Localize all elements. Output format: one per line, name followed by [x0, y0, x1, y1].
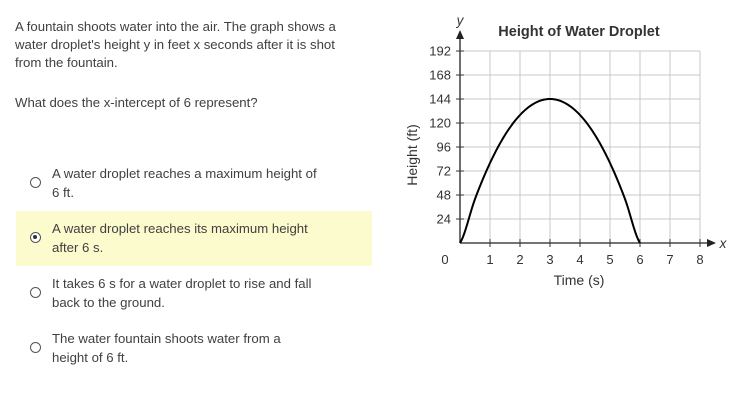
x-axis-arrow [707, 239, 716, 247]
answer-choice-1[interactable] [16, 156, 372, 211]
radio-button[interactable] [30, 177, 41, 188]
x-tick-label: 6 [636, 252, 644, 267]
choice-label [52, 164, 352, 202]
x-axis-variable: x [719, 236, 727, 251]
x-tick-label: 2 [516, 252, 524, 267]
height-chart [398, 8, 738, 298]
x-tick-label: 8 [696, 252, 704, 267]
y-tick-label: 168 [429, 67, 451, 83]
choice-label [52, 219, 352, 257]
choice-line-2: back to the ground. [52, 295, 165, 310]
question-line-2: water droplet's height y in feet x seconds after it is shot [15, 37, 335, 52]
radio-dot [33, 235, 37, 239]
x-tick-label: 4 [576, 252, 584, 267]
choice-line-2: height of 6 ft. [52, 350, 129, 365]
question-prompt: What does the x-intercept of 6 represent? [15, 95, 258, 110]
choice-line-2: 6 ft. [52, 185, 74, 200]
y-tick-label: 144 [429, 91, 451, 107]
answer-choice-3[interactable] [16, 266, 372, 321]
choice-label [52, 329, 352, 367]
y-tick-label: 192 [429, 43, 451, 59]
choice-line-1: The water fountain shoots water from a [52, 331, 281, 346]
choice-line-2: after 6 s. [52, 240, 104, 255]
radio-button[interactable] [30, 342, 41, 353]
origin-label: 0 [441, 252, 449, 267]
question-text [15, 18, 375, 72]
x-tick-label: 7 [666, 252, 674, 267]
chart-title: Height of Water Droplet [498, 24, 660, 40]
y-axis-variable: y [456, 13, 464, 28]
choice-line-1: It takes 6 s for a water droplet to rise and fall [52, 276, 312, 291]
y-axis-arrow [456, 30, 464, 39]
question-line-1: A fountain shoots water into the air. The graph shows a [15, 19, 336, 34]
y-tick-label: 120 [429, 115, 451, 131]
choice-line-1: A water droplet reaches a maximum height of [52, 166, 317, 181]
choice-line-1: A water droplet reaches its maximum height [52, 221, 308, 236]
y-tick-label: 48 [436, 187, 451, 203]
radio-button[interactable] [30, 287, 41, 298]
x-tick-label: 5 [606, 252, 614, 267]
x-axis-label: Time (s) [553, 272, 605, 288]
x-tick-label: 1 [486, 252, 494, 267]
answer-choice-4[interactable] [16, 321, 372, 376]
x-tick-label: 3 [546, 252, 554, 267]
y-tick-label: 72 [436, 163, 451, 179]
radio-button[interactable] [30, 232, 41, 243]
choice-label [52, 274, 352, 312]
y-tick-label: 96 [436, 139, 451, 155]
answer-choice-2[interactable] [16, 211, 372, 266]
y-axis-label: Height (ft) [404, 124, 420, 186]
y-tick-label: 24 [436, 211, 451, 227]
question-line-3: from the fountain. [15, 55, 118, 70]
